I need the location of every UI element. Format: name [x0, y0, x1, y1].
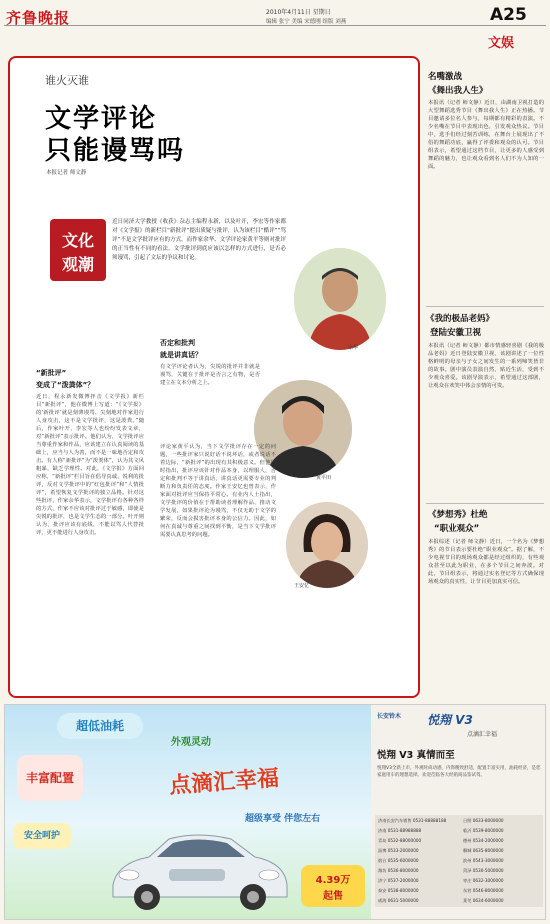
brief-1-title-line1: 名嘴激战 — [428, 72, 463, 82]
ad-price-value: 4.39万 — [315, 875, 351, 886]
ad-badge-design: 外观灵动 — [171, 737, 211, 748]
ad-model-tagline: 点滴汇幸福 — [467, 731, 498, 738]
ad-model-name: 悦翔 V3 — [427, 713, 473, 727]
brief-divider — [426, 306, 544, 307]
article-column-1: 近日，程永新发微博抨击《文学报》新栏目“新批评”，他在微博上写道：“《文学报》的‘新批评’就是刻薄谩骂、尖刻地对作家进行人身攻击，这不是文学批评，这是泼粪。”随后，作家叶开、李宏等人也纷纷发表文章，对“新批评”表示批评。他们认为，文学批评应当尊重作家和作品，应该建立在认真阅读的基础上，应当与人为善，而不是一味地否定和攻击。有人称“新批评”为“泼粪体”，认为其文风粗暴，缺乏学理性。对此，《文学报》方面回应称，“新批评”栏目旨在倡导真诚、锐利的批评，反对文学批评中的“红包批评”和“人情批评”，希望恢复文学批评的独立品格。针对这些批评，作家余华表示，文学批评有各种各样的方式，作家不应该对批评过于敏感，即使是尖锐的批评，也是文学生态的一部分。叶开则认为，批评应该有底线，不能以骂人代替批评，更不能进行人身攻击。 — [36, 394, 144, 536]
brief-3-title-line2: “职业观众” — [434, 524, 480, 534]
subheading-1-line1: “新批评” — [36, 369, 67, 377]
caption-huang-ping: 黄平田 — [316, 475, 332, 481]
brief-2-title-line2: 登陆安徽卫视 — [430, 328, 482, 338]
subheading-1-line2: 变成了“泼粪体”？ — [36, 381, 95, 389]
issue-date: 2010年4月11日 星期日 — [266, 9, 331, 16]
page-number: A25 — [490, 5, 527, 25]
car-advertisement — [4, 704, 546, 920]
brief-3-title-line1: 《梦想秀》杜绝 — [428, 510, 488, 520]
article-kicker: 谁火灭谁 — [45, 74, 89, 87]
dealer-item: 泰安 0538-8000000 — [378, 888, 419, 893]
dealer-item: 东营 0546-8000000 — [463, 888, 504, 893]
brief-1-body: 本报讯（记者 师文静）近日，由湖南卫视打造的大型舞蹈选秀节目《舞出我人生》正在热播。节目邀请多位名人参与，每期都有精彩的表演。不少名嘴在节目中表现出色，引发观众热议。节目中，选手们经过刻苦训练，在舞台上展现出了不俗的舞蹈功底，赢得了评委和观众的认可。节目组表示，希望通过这档节目，让更多的人感受到舞蹈的魅力，也让观众看到名人们不为人知的一面。 — [428, 100, 544, 170]
ad-info-panel — [371, 705, 546, 920]
article-lead: 近日同济大学教授《收获》杂志主编程永新，以及叶开，李宏等作家都对《文学报》的新栏目“新批评”提出质疑与批评，认为该栏目“酷评”“骂评”不是文学批评应有的方式。而作家余华、文学评论家黄平等则对批评的正当性有不同的看法。文学批评到底应该以怎样的方式进行，是否必须谩骂，引起了文坛的争议和讨论。 — [112, 219, 286, 261]
brief-divider — [426, 503, 544, 504]
portrait-wang-anyi — [286, 502, 368, 588]
dealer-item: 烟台 0535-6000000 — [378, 858, 419, 863]
dealer-item: 菏泽 0530-5000000 — [463, 868, 504, 873]
column-tag-line2: 观潮 — [61, 255, 94, 274]
brief-1-title-line2: 《舞出我人生》 — [428, 86, 488, 96]
dealer-item: 淄博 0533-2000000 — [378, 848, 419, 853]
portrait-yu-hua — [294, 248, 386, 350]
subheading-2-line2: 就是讲真话？ — [160, 351, 202, 359]
column-tag-line1: 文化 — [61, 231, 94, 250]
ad-price-label: 起售 — [323, 891, 343, 902]
subheading-2-line1: 否定和批判 — [160, 339, 195, 347]
caption-yu-hua: 余华 — [348, 345, 359, 351]
dealer-item: 临沂 0539-8000000 — [463, 828, 504, 833]
ad-slogan: 点滴汇幸福 — [168, 766, 280, 799]
dealer-item: 枣庄 0632-3000000 — [463, 878, 504, 883]
dealer-item: 德州 0534-2000000 — [463, 838, 504, 843]
person-photo-icon — [294, 248, 386, 350]
ad-visual-panel — [5, 705, 371, 920]
ad-description: 悦翔V3全新上市，外观时尚动感，内饰精致舒适，配置丰富实用，油耗经济，是您家庭用车的理想选择。欢迎莅临各大经销商品鉴试驾。 — [377, 766, 541, 778]
dealer-item: 青岛 0532-88000000 — [378, 838, 422, 843]
article-column-2-continued: 评论家黄平认为，当下文学批评存在一定的问题，一些批评家只说好话不说坏话，或者说话不着边际，“新批评”的出现有其积极意义。但他同时指出，批评应该针对作品本身，以理服人，否定和批判不等于讲真话，讲真话更需要专业的判断力和负责任的态度。作家王安忆也曾表示，作家面对批评应当保持平常心。有业内人士指出，文学批评的价值在于帮助读者理解作品、推动文学发展，如果批评沦为谩骂，不仅无助于文学的繁荣，反而会损害批评本身的公信力。因此，如何在真诚与尊重之间找到平衡，是当下文学批评需要认真思考的问题。 — [160, 444, 276, 538]
caption-wang-anyi: 王安忆 — [294, 583, 310, 589]
dealer-list — [375, 815, 543, 907]
ad-badge-safety: 安全呵护 — [13, 823, 71, 849]
dealer-item: 日照 0633-8000000 — [463, 818, 504, 823]
column-tag — [50, 219, 106, 281]
dealer-item: 莱芜 0634-6000000 — [463, 898, 504, 903]
ad-subslogan: 超级享受 伴您左右 — [245, 814, 321, 824]
dealer-item: 威海 0631-5000000 — [378, 898, 419, 903]
ad-badge-features: 丰富配置 — [17, 755, 83, 801]
ad-brand: 长安铃木 — [377, 713, 402, 720]
article-headline-line1: 文学评论 — [45, 104, 158, 134]
masthead — [4, 4, 546, 26]
ad-headline: 悦翔 V3 真情而至 — [377, 750, 455, 761]
brief-2-body: 本报讯（记者 师文静）都市情感轻喜剧《我的极品老妈》近日登陆安徽卫视，该剧讲述了一位性格鲜明的母亲与子女之间发生的一系列啼笑皆非的故事。剧中演员表演自然，贴近生活，受到不少观众喜爱。该剧导演表示，希望通过这部剧，让观众在欢笑中体会亲情的可贵。 — [428, 343, 544, 389]
brief-2-title-line1: 《我的极品老妈》 — [426, 314, 495, 324]
dealer-item: 聊城 0635-8000000 — [463, 848, 504, 853]
person-photo-icon — [286, 502, 368, 588]
article-headline-line2: 只能谩骂吗 — [45, 136, 186, 166]
dealer-item: 济南 0531-88988888 — [378, 828, 422, 833]
car-icon — [99, 823, 295, 913]
dealer-item: 济宁 0537-2000000 — [378, 878, 419, 883]
article-column-2: 有文学评论者认为，尖锐的批评并非就是谩骂，关键在于批评是否言之有物，是否建立在文本分析之上。 — [160, 364, 260, 386]
dealer-item: 滨州 0543-3000000 — [463, 858, 504, 863]
feature-article — [8, 56, 420, 698]
editor-credits: 编辑 张宁 美编 宋德刚 组版 刘燕 — [266, 19, 347, 25]
dealer-item: 济南长安汽车销售 0531-88888188 — [378, 818, 447, 823]
brief-3-body: 本报综述（记者 师文静）近日，一个名为《梦想秀》的节目表示要杜绝“职业观众”。据了解，不少电视节目的现场观众都是经过组织的，有些观众甚至以此为职业，在多个节目之间奔波。对此，节目组表示，将通过实名登记等方式确保现场观众的真实性，让节目更加真实可信。 — [428, 539, 544, 585]
article-byline: 本报记者 师文静 — [46, 170, 87, 176]
dealer-item: 潍坊 0536-8000000 — [378, 868, 419, 873]
newspaper-logo: 齐鲁晚报 — [6, 9, 71, 27]
ad-badge-fuel: 超低油耗 — [57, 713, 143, 739]
section-name: 文娱 — [488, 36, 515, 51]
ad-price-badge — [301, 865, 365, 907]
